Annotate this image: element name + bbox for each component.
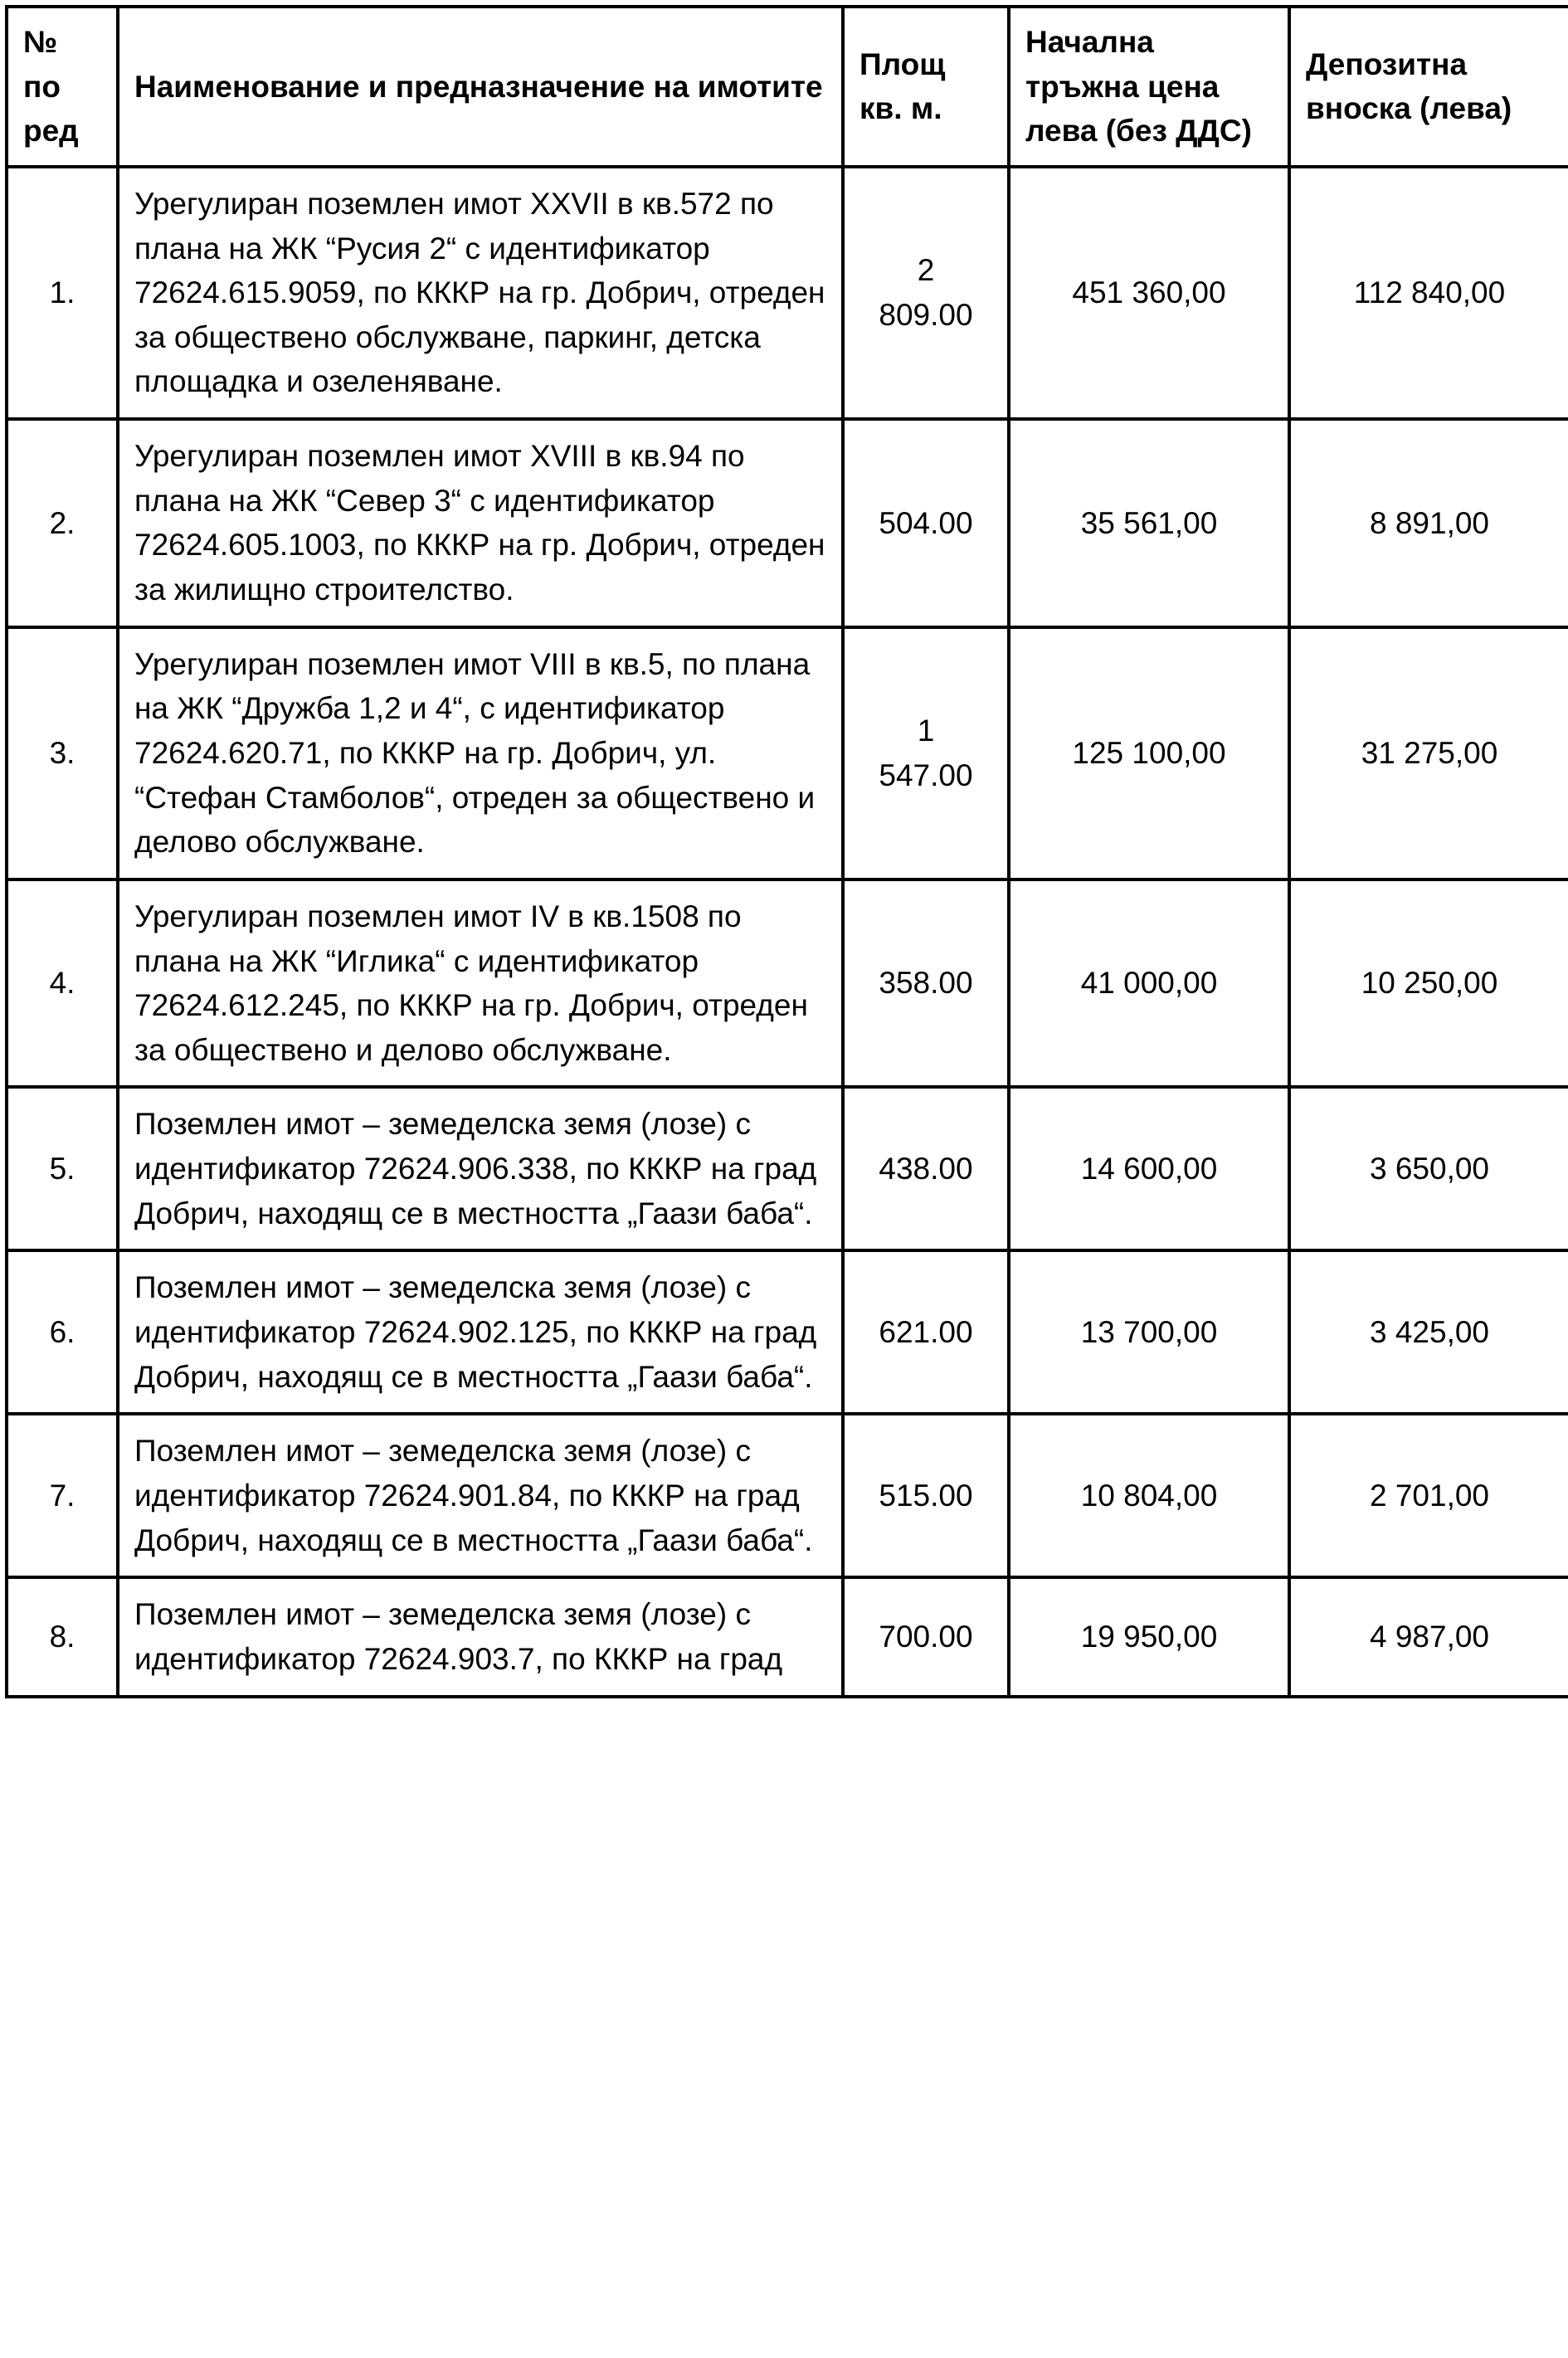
table-row (7, 1577, 1568, 1696)
properties-table (5, 5, 1568, 1698)
row-number-cell: 5. (7, 1087, 118, 1250)
starting-price-cell: 35 561,00 (1009, 419, 1289, 627)
starting-price-cell: 125 100,00 (1009, 627, 1289, 879)
area-cell: 700.00 (843, 1577, 1009, 1696)
table-row (7, 1414, 1568, 1577)
area-cell: 438.00 (843, 1087, 1009, 1250)
starting-price-cell: 41 000,00 (1009, 879, 1289, 1088)
area-cell: 358.00 (843, 879, 1009, 1088)
header-row-number: № по ред (7, 7, 118, 167)
table-row (7, 879, 1568, 1088)
table-row (7, 1250, 1568, 1414)
area-cell: 515.00 (843, 1414, 1009, 1577)
area-cell: 1 547.00 (843, 627, 1009, 879)
row-number-cell: 3. (7, 627, 118, 879)
property-description-cell: Поземлен имот – земеделска земя (лозе) с идентификатор 72624.901.84, по КККР на град Добрич, находящ се в местността „Гаази баба“. (118, 1414, 843, 1577)
starting-price-cell: 10 804,00 (1009, 1414, 1289, 1577)
table-row (7, 627, 1568, 879)
table-row (7, 167, 1568, 419)
starting-price-cell: 14 600,00 (1009, 1087, 1289, 1250)
property-description-cell: Поземлен имот – земеделска земя (лозе) с идентификатор 72624.903.7, по КККР на град (118, 1577, 843, 1696)
deposit-cell: 3 650,00 (1289, 1087, 1568, 1250)
header-property-description: Наименование и предназначение на имотите (118, 7, 843, 167)
area-cell: 504.00 (843, 419, 1009, 627)
starting-price-cell: 451 360,00 (1009, 167, 1289, 419)
deposit-cell: 112 840,00 (1289, 167, 1568, 419)
row-number-cell: 7. (7, 1414, 118, 1577)
deposit-cell: 4 987,00 (1289, 1577, 1568, 1696)
header-area: Площ кв. м. (843, 7, 1009, 167)
row-number-cell: 2. (7, 419, 118, 627)
starting-price-cell: 13 700,00 (1009, 1250, 1289, 1414)
table-row (7, 1087, 1568, 1250)
property-description-cell: Урегулиран поземлен имот XXVII в кв.572 по плана на ЖК “Русия 2“ с идентификатор 72624.615.9059, по КККР на гр. Добрич, отреден за обществено обслужване, паркинг, детска площадка и озеленяване. (118, 167, 843, 419)
deposit-cell: 31 275,00 (1289, 627, 1568, 879)
property-description-cell: Поземлен имот – земеделска земя (лозе) с идентификатор 72624.902.125, по КККР на град Добрич, находящ се в местността „Гаази баба“. (118, 1250, 843, 1414)
header-deposit: Депозитна вноска (лева) (1289, 7, 1568, 167)
table-row (7, 419, 1568, 627)
header-row (7, 7, 1568, 167)
property-description-cell: Урегулиран поземлен имот IV в кв.1508 по плана на ЖК “Иглика“ с идентификатор 72624.612.245, по КККР на гр. Добрич, отреден за обществено и делово обслужване. (118, 879, 843, 1088)
property-description-cell: Урегулиран поземлен имот XVIII в кв.94 по плана на ЖК “Север 3“ с идентификатор 72624.605.1003, по КККР на гр. Добрич, отреден за жилищно строителство. (118, 419, 843, 627)
deposit-cell: 8 891,00 (1289, 419, 1568, 627)
header-starting-price: Начална тръжна цена лева (без ДДС) (1009, 7, 1289, 167)
table-header (7, 7, 1568, 167)
deposit-cell: 3 425,00 (1289, 1250, 1568, 1414)
table-body (7, 167, 1568, 1697)
area-cell: 621.00 (843, 1250, 1009, 1414)
area-cell: 2 809.00 (843, 167, 1009, 419)
row-number-cell: 1. (7, 167, 118, 419)
deposit-cell: 2 701,00 (1289, 1414, 1568, 1577)
row-number-cell: 8. (7, 1577, 118, 1696)
row-number-cell: 4. (7, 879, 118, 1088)
property-description-cell: Урегулиран поземлен имот VIII в кв.5, по плана на ЖК “Дружба 1,2 и 4“, с идентификатор 72624.620.71, по КККР на гр. Добрич, ул. “Стефан Стамболов“, отреден за обществено и делово обслужване. (118, 627, 843, 879)
starting-price-cell: 19 950,00 (1009, 1577, 1289, 1696)
deposit-cell: 10 250,00 (1289, 879, 1568, 1088)
property-description-cell: Поземлен имот – земеделска земя (лозе) с идентификатор 72624.906.338, по КККР на град Добрич, находящ се в местността „Гаази баба“. (118, 1087, 843, 1250)
row-number-cell: 6. (7, 1250, 118, 1414)
